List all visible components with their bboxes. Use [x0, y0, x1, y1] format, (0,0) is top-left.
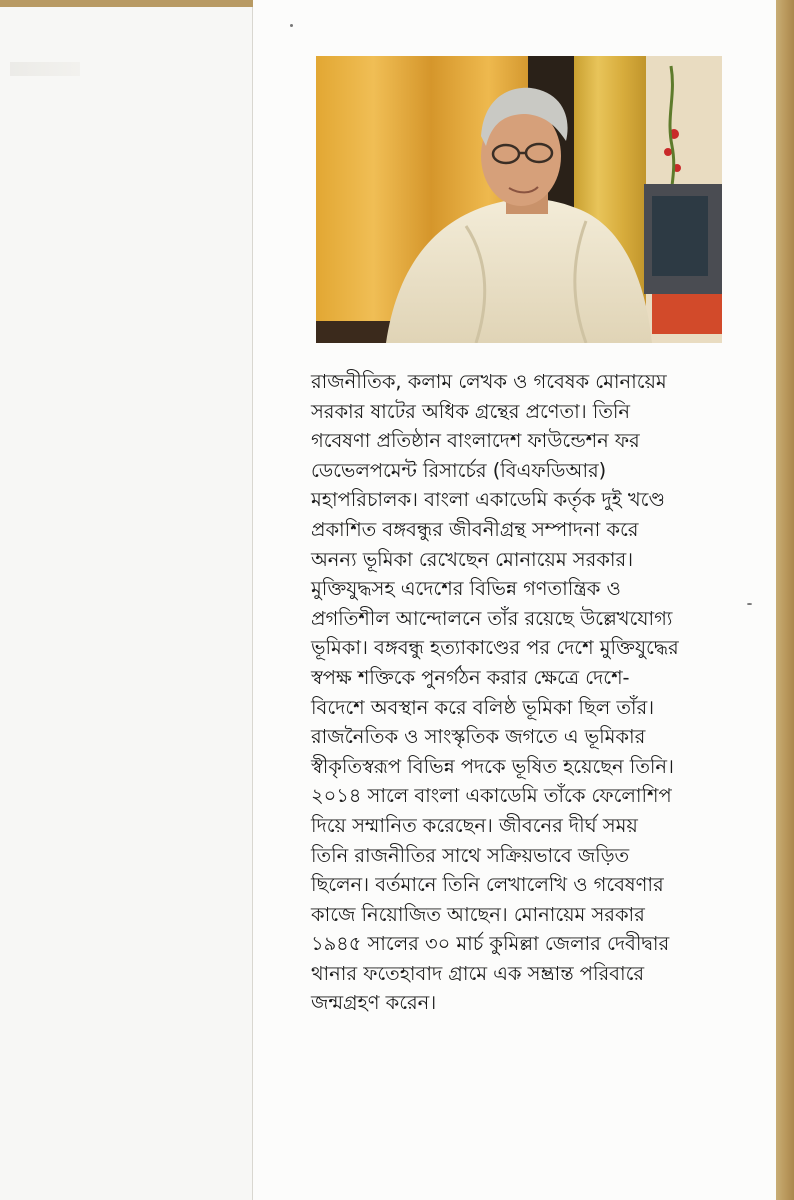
bio-line: জন্মগ্রহণ করেন।	[311, 991, 437, 1015]
bio-line: থানার ফতেহাবাদ গ্রামে এক সম্ভ্রান্ত পরিবারে	[311, 961, 645, 985]
bio-line: দিয়ে সম্মানিত করেছেন। জীবনের দীর্ঘ সময়	[311, 813, 638, 837]
bio-line: ১৯৪৫ সালের ৩০ মার্চ কুমিল্লা জেলার দেবীদ্বার	[311, 932, 670, 956]
portrait-illustration	[316, 56, 722, 343]
paper-speck	[747, 603, 752, 605]
author-portrait-photo	[316, 56, 722, 343]
faint-bleed-through-mark	[10, 62, 80, 76]
bio-line: অনন্য ভূমিকা রেখেছেন মোনায়েম সরকার।	[311, 547, 634, 571]
cover-binding-edge	[776, 0, 794, 1200]
paper-speck	[290, 24, 293, 27]
bio-line: স্বীকৃতিস্বরূপ বিভিন্ন পদকে ভূষিত হয়েছেন তিনি।	[311, 754, 674, 778]
bio-line: রাজনীতিক, কলাম লেখক ও গবেষক মোনায়েম	[311, 370, 667, 393]
bio-line: সরকার ষাটের অধিক গ্রন্থের প্রণেতা। তিনি	[311, 399, 631, 423]
bio-line: ভূমিকা। বঙ্গবন্ধু হত্যাকাণ্ডের পর দেশে মুক্তিযুদ্ধের	[311, 636, 679, 660]
bio-line: তিনি রাজনীতির সাথে সক্রিয়ভাবে জড়িত	[311, 843, 630, 867]
bio-line: কাজে নিয়োজিত আছেন। মোনায়েম সরকার	[311, 902, 645, 926]
bio-line: ২০১৪ সালে বাংলা একাডেমি তাঁকে ফেলোশিপ	[311, 784, 672, 808]
bio-line: রাজনৈতিক ও সাংস্কৃতিক জগতে এ ভূমিকার	[311, 725, 646, 749]
bio-line: বিদেশে অবস্থান করে বলিষ্ঠ ভূমিকা ছিল তাঁর।	[311, 695, 655, 719]
bio-line: মহাপরিচালক। বাংলা একাডেমি কর্তৃক দুই খণ্ডে	[311, 488, 665, 512]
bio-line: গবেষণা প্রতিষ্ঠান বাংলাদেশ ফাউন্ডেশন ফর	[311, 429, 640, 453]
bio-line: স্বপক্ষ শক্তিকে পুনর্গঠন করার ক্ষেত্রে দেশে-	[311, 665, 630, 689]
author-biography	[311, 367, 743, 1018]
left-page-blank	[0, 7, 253, 1200]
bio-line: মুক্তিযুদ্ধসহ এদেশের বিভিন্ন গণতান্ত্রিক ও	[311, 577, 621, 601]
bio-line: ছিলেন। বর্তমানে তিনি লেখালেখি ও গবেষণার	[311, 873, 664, 897]
bio-line: প্রকাশিত বঙ্গবন্ধুর জীবনীগ্রন্থ সম্পাদনা করে	[311, 517, 639, 541]
bio-line: প্রগতিশীল আন্দোলনে তাঁর রয়েছে উল্লেখযোগ্য	[311, 606, 673, 630]
bio-line: ডেভেলপমেন্ট রিসার্চের (বিএফডিআর)	[311, 458, 607, 482]
